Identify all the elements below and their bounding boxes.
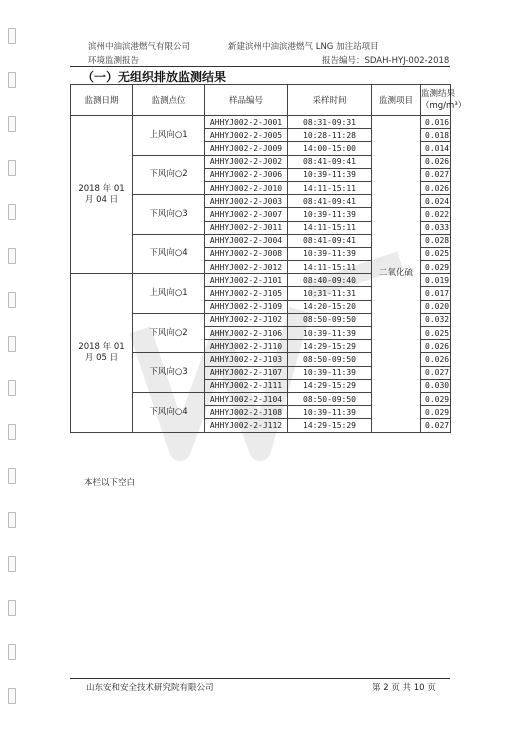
time-cell: 14:29-15:29 bbox=[288, 340, 372, 353]
point-cell: 下风向○3 bbox=[133, 195, 205, 235]
header-date: 监测日期 bbox=[71, 85, 133, 116]
sample-cell: AHHYJ002-2-J107 bbox=[205, 366, 288, 379]
sample-cell: AHHYJ002-2-J011 bbox=[205, 221, 288, 234]
time-cell: 08:50-09:50 bbox=[288, 313, 372, 326]
time-cell: 10:39-11:39 bbox=[288, 406, 372, 419]
sample-cell: AHHYJ002-2-J109 bbox=[205, 300, 288, 313]
time-cell: 14:11-15:11 bbox=[288, 181, 372, 194]
result-cell: 0.027 bbox=[421, 419, 451, 432]
result-cell: 0.030 bbox=[421, 379, 451, 392]
sample-cell: AHHYJ002-2-J003 bbox=[205, 195, 288, 208]
point-cell: 下风向○2 bbox=[133, 313, 205, 353]
time-cell: 14:11-15:11 bbox=[288, 221, 372, 234]
sample-cell: AHHYJ002-2-J110 bbox=[205, 340, 288, 353]
time-cell: 14:29-15:29 bbox=[288, 419, 372, 432]
results-table bbox=[70, 84, 467, 433]
sample-cell: AHHYJ002-2-J101 bbox=[205, 274, 288, 287]
time-cell: 08:50-09:50 bbox=[288, 392, 372, 405]
header-report-type: 环境监测报告 bbox=[88, 56, 140, 66]
result-cell: 0.033 bbox=[421, 221, 451, 234]
sample-cell: AHHYJ002-2-J001 bbox=[205, 116, 288, 129]
header-rule bbox=[70, 66, 450, 67]
time-cell: 10:39-11:39 bbox=[288, 247, 372, 260]
date-line1: 2018 年 01 bbox=[78, 183, 125, 194]
sample-cell: AHHYJ002-2-J106 bbox=[205, 327, 288, 340]
sample-cell: AHHYJ002-2-J102 bbox=[205, 313, 288, 326]
table-row bbox=[71, 116, 451, 129]
time-cell: 08:50-09:50 bbox=[288, 353, 372, 366]
sample-cell: AHHYJ002-2-J103 bbox=[205, 353, 288, 366]
time-cell: 10:39-11:39 bbox=[288, 366, 372, 379]
result-cell: 0.029 bbox=[421, 261, 451, 274]
header-result-unit: （mg/m³） bbox=[421, 101, 467, 111]
header-project: 新建滨州中油滨港燃气 LNG 加注站项目 bbox=[228, 42, 379, 52]
sample-cell: AHHYJ002-2-J111 bbox=[205, 379, 288, 392]
sample-cell: AHHYJ002-2-J006 bbox=[205, 168, 288, 181]
result-cell: 0.026 bbox=[421, 353, 451, 366]
sample-cell: AHHYJ002-2-J008 bbox=[205, 247, 288, 260]
sample-cell: AHHYJ002-2-J005 bbox=[205, 129, 288, 142]
sample-cell: AHHYJ002-2-J010 bbox=[205, 181, 288, 194]
table-body bbox=[71, 116, 451, 433]
header-item: 监测项目 bbox=[372, 85, 421, 116]
sample-cell: AHHYJ002-2-J104 bbox=[205, 392, 288, 405]
result-cell: 0.029 bbox=[421, 406, 451, 419]
footer-rule bbox=[70, 678, 450, 679]
sample-cell: AHHYJ002-2-J112 bbox=[205, 419, 288, 432]
point-cell: 下风向○4 bbox=[133, 392, 205, 432]
sample-cell: AHHYJ002-2-J012 bbox=[205, 261, 288, 274]
result-cell: 0.014 bbox=[421, 142, 451, 155]
item-cell: 二氧化硫 bbox=[372, 116, 421, 433]
time-cell: 08:41-09:41 bbox=[288, 195, 372, 208]
sample-cell: AHHYJ002-2-J002 bbox=[205, 155, 288, 168]
header-result bbox=[421, 85, 467, 116]
time-cell: 10:39-11:39 bbox=[288, 208, 372, 221]
time-cell: 08:40-09:40 bbox=[288, 274, 372, 287]
result-cell: 0.027 bbox=[421, 366, 451, 379]
result-cell: 0.026 bbox=[421, 340, 451, 353]
sample-cell: AHHYJ002-2-J108 bbox=[205, 406, 288, 419]
time-cell: 14:00-15:00 bbox=[288, 142, 372, 155]
header-result-line1: 监测结果 bbox=[421, 89, 456, 99]
date-cell bbox=[71, 116, 133, 274]
result-cell: 0.025 bbox=[421, 327, 451, 340]
time-cell: 14:11-15:11 bbox=[288, 261, 372, 274]
time-cell: 14:20-15:20 bbox=[288, 300, 372, 313]
sample-cell: AHHYJ002-2-J007 bbox=[205, 208, 288, 221]
time-cell: 08:41-09:41 bbox=[288, 234, 372, 247]
sample-cell: AHHYJ002-2-J105 bbox=[205, 287, 288, 300]
result-cell: 0.017 bbox=[421, 287, 451, 300]
result-cell: 0.025 bbox=[421, 247, 451, 260]
point-cell: 下风向○3 bbox=[133, 353, 205, 393]
footer-institute: 山东安和安全技术研究院有限公司 bbox=[86, 683, 214, 693]
result-cell: 0.029 bbox=[421, 392, 451, 405]
result-cell: 0.026 bbox=[421, 155, 451, 168]
result-cell: 0.018 bbox=[421, 129, 451, 142]
header-sample: 样品编号 bbox=[205, 85, 288, 116]
point-cell: 上风向○1 bbox=[133, 274, 205, 314]
time-cell: 10:39-11:39 bbox=[288, 168, 372, 181]
result-cell: 0.016 bbox=[421, 116, 451, 129]
time-cell: 10:39-11:39 bbox=[288, 327, 372, 340]
time-cell: 14:29-15:29 bbox=[288, 379, 372, 392]
result-cell: 0.019 bbox=[421, 274, 451, 287]
date-cell bbox=[71, 274, 133, 432]
header-time: 采样时间 bbox=[288, 85, 372, 116]
binder-holes bbox=[6, 0, 18, 729]
result-cell: 0.020 bbox=[421, 300, 451, 313]
result-cell: 0.027 bbox=[421, 168, 451, 181]
section-title: （一）无组织排放监测结果 bbox=[82, 70, 227, 84]
time-cell: 08:41-09:41 bbox=[288, 155, 372, 168]
header-report-no: 报告编号：SDAH-HYJ-002-2018 bbox=[322, 56, 450, 66]
time-cell: 08:31-09:31 bbox=[288, 116, 372, 129]
time-cell: 10:31-11:31 bbox=[288, 287, 372, 300]
header-point: 监测点位 bbox=[133, 85, 205, 116]
blank-note: 本栏以下空白 bbox=[84, 478, 136, 488]
time-cell: 10:28-11:28 bbox=[288, 129, 372, 142]
result-cell: 0.032 bbox=[421, 313, 451, 326]
date-line2: 月 05 日 bbox=[84, 352, 119, 363]
sample-cell: AHHYJ002-2-J004 bbox=[205, 234, 288, 247]
date-line2: 月 04 日 bbox=[84, 194, 119, 205]
result-cell: 0.028 bbox=[421, 234, 451, 247]
result-cell: 0.026 bbox=[421, 181, 451, 194]
result-cell: 0.022 bbox=[421, 208, 451, 221]
point-cell: 上风向○1 bbox=[133, 116, 205, 156]
result-cell: 0.024 bbox=[421, 195, 451, 208]
header-company: 滨州中油滨港燃气有限公司 bbox=[88, 42, 191, 52]
sample-cell: AHHYJ002-2-J009 bbox=[205, 142, 288, 155]
table-header-row bbox=[71, 85, 451, 116]
point-cell: 下风向○4 bbox=[133, 234, 205, 274]
footer-page: 第 2 页 共 10 页 bbox=[372, 683, 436, 693]
point-cell: 下风向○2 bbox=[133, 155, 205, 195]
date-line1: 2018 年 01 bbox=[78, 341, 125, 352]
